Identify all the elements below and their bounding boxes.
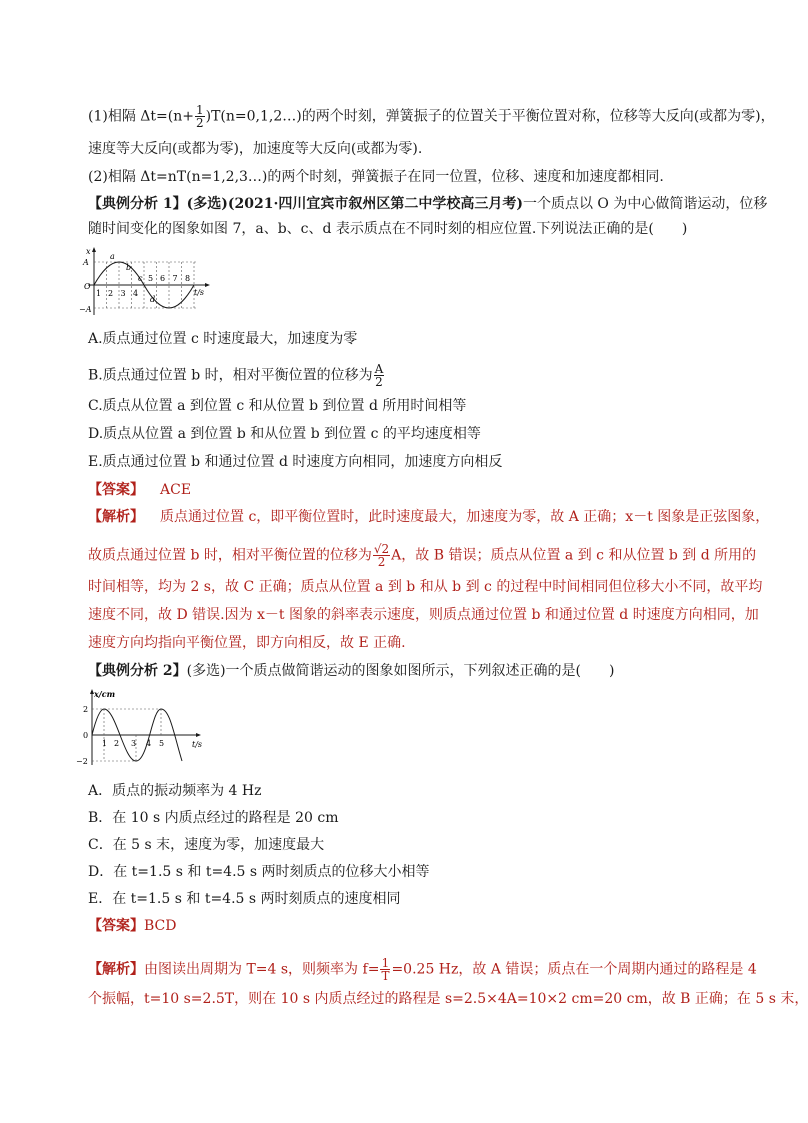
answer-value: BCD bbox=[144, 918, 177, 934]
x-axis-label: t/s bbox=[194, 288, 205, 297]
example-2-option-e: E．在 t=1.5 s 和 t=4.5 s 两时刻质点的速度相同 bbox=[88, 891, 401, 907]
intro-text: )T(n=0,1,2…)的两个时刻，弹簧振子的位置关于平衡位置对称，位移等大反向(或都为零)， bbox=[205, 108, 775, 125]
x-axis-arrow bbox=[205, 283, 210, 287]
example-1-graph bbox=[79, 245, 222, 320]
point-label-a: a bbox=[110, 252, 115, 261]
answer-value: ACE bbox=[160, 482, 192, 498]
example-2-option-d: D．在 t=1.5 s 和 t=4.5 s 两时刻质点的位移大小相等 bbox=[88, 864, 430, 880]
x-tick: 4 bbox=[146, 739, 152, 748]
example-2-heading bbox=[88, 662, 614, 680]
example-1-analysis-line-4: 速度不同，故 D 错误.因为 x－t 图象的斜率表示速度，则质点通过位置 b 和通过位置 d 时速度方向相同，加 bbox=[88, 607, 759, 623]
fraction-denominator: 2 bbox=[195, 116, 204, 130]
analysis-text: =0.25 Hz，故 A 错误；质点在一个周期内通过的路程是 4 bbox=[391, 961, 757, 978]
sqrt-value: √2 bbox=[373, 542, 390, 556]
x-tick: 1 bbox=[96, 289, 102, 298]
x-tick: 8 bbox=[185, 274, 191, 283]
origin-label: O bbox=[84, 282, 91, 291]
example-1-stem-2: 随时间变化的图象如图 7，a、b、c、d 表示质点在不同时刻的相应位置.下列说法正确的是( ) bbox=[88, 221, 688, 237]
intro-text: (1)相隔 Δt=(n+ bbox=[88, 108, 194, 125]
x-tick-labels bbox=[96, 274, 190, 298]
x-tick: 1 bbox=[102, 739, 108, 748]
fraction-denominator: 2 bbox=[377, 555, 386, 569]
analysis-label: 【解析】 bbox=[88, 961, 144, 978]
x-axis-arrow bbox=[196, 733, 201, 737]
x-tick: 5 bbox=[148, 274, 154, 283]
fraction bbox=[373, 543, 390, 568]
example-1-stem: 一个质点以 O 为中心做简谐运动，位移 bbox=[522, 196, 768, 212]
example-2-stem: (多选)一个质点做简谐运动的图象如图所示，下列叙述正确的是( ) bbox=[186, 663, 615, 679]
example-2-option-c: C．在 5 s 末，速度为零，加速度最大 bbox=[88, 837, 325, 853]
x-tick: 2 bbox=[108, 289, 114, 298]
example-1-option-c: C.质点从位置 a 到位置 c 和从位置 b 到位置 d 所用时间相等 bbox=[88, 398, 467, 414]
answer-label: 【答案】 bbox=[88, 482, 144, 498]
example-1-answer bbox=[88, 481, 191, 499]
y-axis-arrow bbox=[92, 247, 96, 252]
intro-line-1 bbox=[88, 104, 775, 129]
example-2-graph bbox=[76, 687, 216, 769]
analysis-text: 由图读出周期为 T=4 s，则频率为 f= bbox=[144, 961, 380, 978]
fraction bbox=[195, 104, 205, 129]
example-2-option-b: B．在 10 s 内质点经过的路程是 20 cm bbox=[88, 810, 339, 826]
fraction bbox=[380, 957, 390, 982]
point-label-b: b bbox=[126, 263, 132, 272]
y-tick-labels bbox=[76, 705, 88, 766]
analysis-label: 【解析】 bbox=[88, 509, 144, 525]
y-tick: 2 bbox=[83, 705, 89, 714]
fraction-numerator: 1 bbox=[195, 103, 204, 117]
example-1-option-b bbox=[88, 363, 385, 388]
point-label-d: d bbox=[150, 295, 156, 304]
intro-line-2: 速度等大反向(或都为零)，加速度等大反向(或都为零). bbox=[88, 141, 423, 157]
example-2-answer bbox=[88, 917, 176, 935]
amplitude-label: A bbox=[83, 258, 89, 267]
example-2-tag: 【典例分析 2】 bbox=[88, 663, 187, 679]
example-1-source: (多选)(2021·四川宜宾市叙州区第二中学校高三月考) bbox=[186, 196, 523, 212]
answer-label: 【答案】 bbox=[88, 918, 144, 934]
option-b-text: B.质点通过位置 b 时，相对平衡位置的位移为 bbox=[88, 367, 373, 384]
example-1-heading bbox=[88, 195, 767, 213]
x-tick: 7 bbox=[172, 274, 178, 283]
example-1-option-a: A.质点通过位置 c 时速度最大，加速度为零 bbox=[88, 331, 358, 347]
fraction bbox=[374, 363, 385, 388]
fraction-numerator: A bbox=[374, 362, 384, 376]
example-1-option-d: D.质点从位置 a 到位置 b 和从位置 b 到位置 c 的平均速度相等 bbox=[88, 426, 481, 442]
example-1-tag: 【典例分析 1】 bbox=[88, 196, 187, 212]
y-tick: −2 bbox=[76, 757, 88, 766]
point-label-c: c bbox=[138, 274, 143, 283]
x-tick: 6 bbox=[160, 274, 166, 283]
example-2-analysis-line-1 bbox=[88, 957, 757, 982]
x-tick: 4 bbox=[133, 289, 139, 298]
fraction-numerator: 1 bbox=[381, 956, 390, 970]
example-1-analysis-line-3: 时间相等，均为 2 s，故 C 正确；质点从位置 a 到 b 和从 b 到 c 的过程中时间相同但位移大小不同，故平均 bbox=[88, 579, 763, 595]
analysis-text: 故质点通过位置 b 时，相对平衡位置的位移为 bbox=[88, 547, 372, 564]
x-tick-labels bbox=[102, 739, 164, 748]
fraction-denominator: T bbox=[381, 969, 390, 983]
analysis-text: A，故 B 错误；质点从位置 a 到 c 和从位置 b 到 d 所用的 bbox=[391, 547, 757, 564]
fraction-denominator: 2 bbox=[375, 375, 383, 389]
analysis-text: 质点通过位置 c，即平衡位置时，此时速度最大，加速度为零，故 A 正确；x－t 图象是正弦图象， bbox=[160, 509, 770, 525]
example-1-analysis-line-5: 速度方向均指向平衡位置，即方向相反，故 E 正确. bbox=[88, 635, 406, 651]
y-axis-label: x bbox=[86, 247, 91, 256]
example-1-analysis-line-2 bbox=[88, 543, 756, 568]
y-axis-label: x/cm bbox=[94, 689, 116, 699]
neg-amplitude-label: −A bbox=[79, 305, 92, 314]
y-tick: 0 bbox=[83, 731, 89, 740]
x-axis-label: t/s bbox=[192, 740, 203, 749]
example-1-analysis-line-1 bbox=[88, 508, 769, 526]
x-tick: 2 bbox=[114, 739, 120, 748]
example-2-option-a: A．质点的振动频率为 4 Hz bbox=[88, 783, 262, 799]
example-2-analysis-line-2: 个振幅，t=10 s=2.5T，则在 10 s 内质点经过的路程是 s=2.5×4A=10×2 cm=20 cm，故 B 正确；在 5 s 末， bbox=[88, 991, 808, 1007]
example-1-option-e: E.质点通过位置 b 和通过位置 d 时速度方向相同，加速度方向相反 bbox=[88, 454, 503, 470]
intro-line-3: (2)相隔 Δt=nT(n=1,2,3…)的两个时刻，弹簧振子在同一位置，位移、速度和加速度都相同. bbox=[88, 169, 664, 185]
x-tick: 3 bbox=[131, 739, 137, 748]
x-tick: 3 bbox=[120, 289, 126, 298]
x-tick: 5 bbox=[159, 739, 165, 748]
